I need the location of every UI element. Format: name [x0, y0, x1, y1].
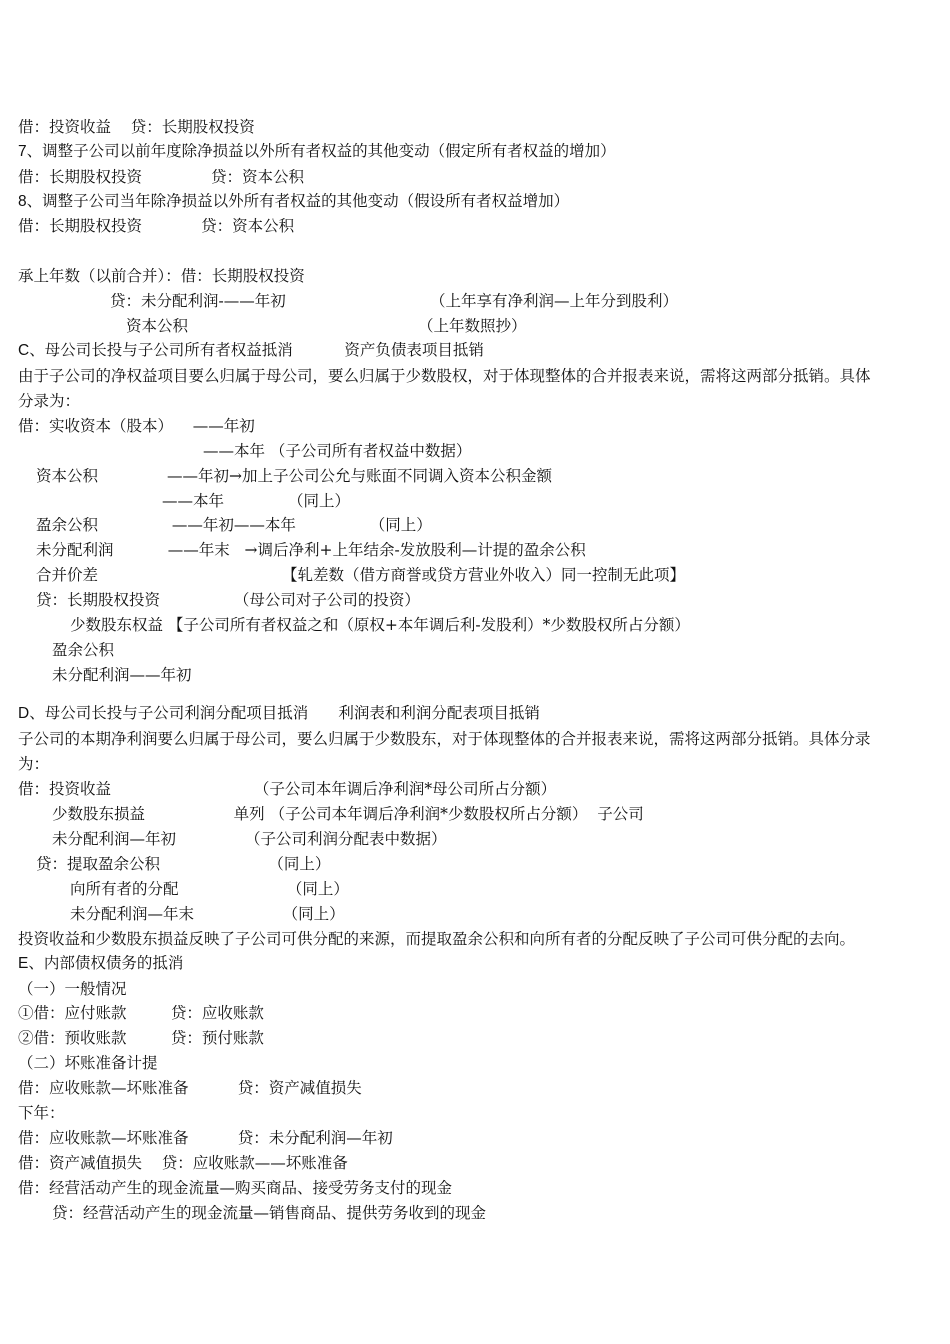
paragraph: 分录为： [18, 392, 81, 410]
text-line: 借：应收账款—坏账准备 贷：资产减值损失 [18, 1079, 362, 1097]
text-line: 未分配利润—年末 （同上） [70, 905, 345, 923]
text-line: 借：实收资本（股本） ——年初 [18, 417, 255, 435]
text-line: 贷：提取盈余公积 （同上） [36, 855, 331, 873]
text-line: 未分配利润 ——年末 →调后净利+上年结余-发放股利—计提的盈余公积 [36, 541, 586, 559]
text-note: 【轧差数（借方商誉或贷方营业外收入）同一控制无此项】 [282, 566, 686, 584]
text-line: 贷：未分配利润-——年初 [110, 292, 286, 310]
text-line: ②借：预收账款 贷：预付账款 [18, 1029, 264, 1047]
text-line: 借：投资收益 （子公司本年调后净利润*母公司所占分额） [18, 780, 557, 798]
text-line: 资本公积 [126, 317, 189, 335]
paragraph: 投资收益和少数股东损益反映了子公司可供分配的来源，而提取盈余公积和向所有者的分配反映了子公司可供分配的去向。 [18, 930, 856, 948]
section-heading: 7、调整子公司以前年度除净损益以外所有者权益的其他变动（假定所有者权益的增加） [18, 143, 616, 160]
text-line: 盈余公积 ——年初——本年 （同上） [36, 516, 432, 534]
text-line: 承上年数（以前合并）：借：长期股权投资 [18, 267, 305, 285]
paragraph: 为： [18, 755, 50, 773]
text-note: （上年数照抄） [418, 317, 527, 335]
text-line: 未分配利润—年初 （子公司利润分配表中数据） [52, 830, 447, 848]
paragraph: 子公司的本期净利润要么归属于母公司，要么归属于少数股东，对于体现整体的合并报表来说，需将这两部分抵销。具体分录 [18, 730, 871, 748]
text-line: ①借：应付账款 贷：应收账款 [18, 1004, 264, 1022]
text-line: 下年： [18, 1104, 65, 1122]
section-heading: 8、调整子公司当年除净损益以外所有者权益的其他变动（假设所有者权益增加） [18, 193, 570, 210]
text-line: 贷：经营活动产生的现金流量—销售商品、提供劳务收到的现金 [52, 1204, 487, 1222]
text-note: （上年享有净利润—上年分到股利） [430, 292, 679, 310]
text-line: （一）一般情况 [18, 980, 127, 998]
section-heading: C、母公司长投与子公司所有者权益抵消 资产负债表项目抵销 [18, 342, 484, 359]
text-line: 借：资产减值损失 贷：应收账款——坏账准备 [18, 1154, 348, 1172]
text-line: 借：应收账款—坏账准备 贷：未分配利润—年初 [18, 1129, 393, 1147]
text-line: 合并价差 [36, 566, 99, 584]
section-heading: D、母公司长投与子公司利润分配项目抵消 利润表和利润分配表项目抵销 [18, 705, 540, 722]
text-line: 借：经营活动产生的现金流量—购买商品、接受劳务支付的现金 [18, 1179, 453, 1197]
text-line: 少数股东权益 【子公司所有者权益之和（原权+本年调后利-发股利）*少数股权所占分额） [70, 616, 690, 634]
text-line: 借：投资收益 贷：长期股权投资 [18, 118, 255, 136]
text-line: 借：长期股权投资 贷：资本公积 [18, 217, 295, 235]
text-line: （二）坏账准备计提 [18, 1054, 158, 1072]
text-line: ——本年 （子公司所有者权益中数据） [203, 442, 472, 460]
text-line: 少数股东损益 单列 （子公司本年调后净利润*少数股权所占分额） 子公司 [52, 805, 644, 823]
text-line: 贷：长期股权投资 （母公司对子公司的投资） [36, 591, 420, 609]
text-line: 借：长期股权投资 贷：资本公积 [18, 168, 304, 186]
text-line: 资本公积 ——年初→加上子公司公允与账面不同调入资本公积金额 [36, 467, 552, 485]
paragraph: 由于子公司的净权益项目要么归属于母公司，要么归属于少数股权，对于体现整体的合并报表来说，需将这两部分抵销。具体 [18, 367, 871, 385]
text-line: 盈余公积 [52, 641, 115, 659]
section-heading: E、内部债权债务的抵消 [18, 955, 184, 972]
text-line: 向所有者的分配 （同上） [70, 880, 349, 898]
text-line: 未分配利润——年初 [52, 666, 192, 684]
text-line: ——本年 （同上） [162, 492, 351, 510]
